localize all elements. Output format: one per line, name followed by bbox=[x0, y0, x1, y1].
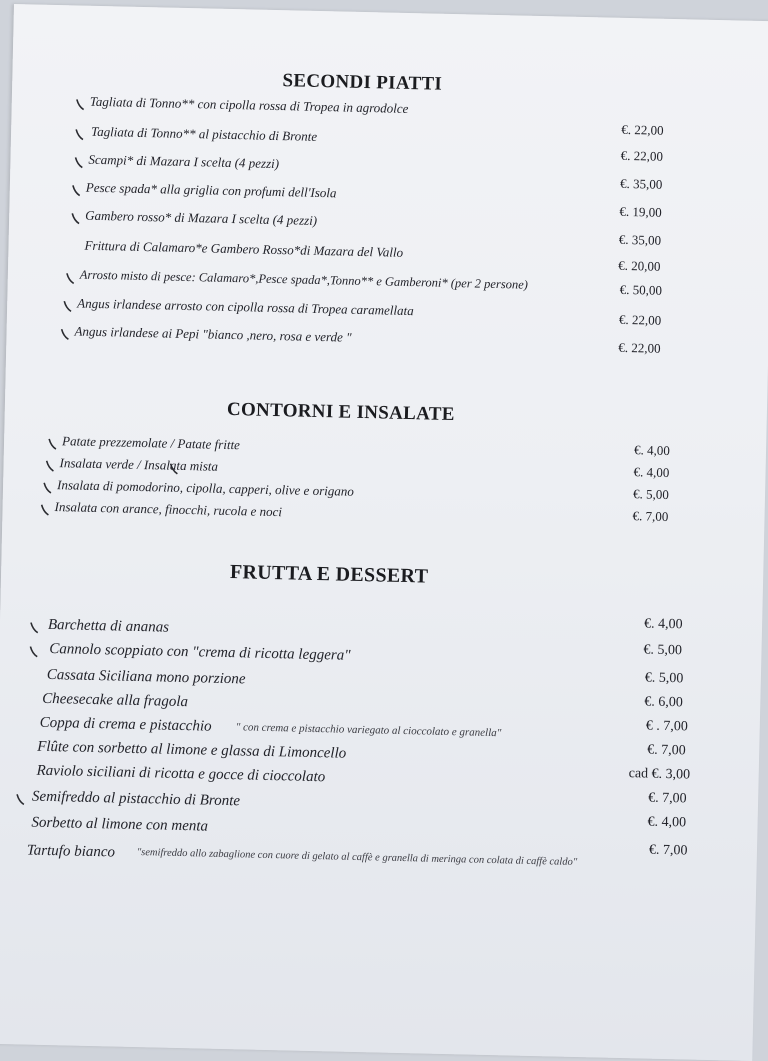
menu-item-price: €. 19,00 bbox=[619, 203, 662, 220]
menu-item-note: "semifreddo allo zabaglione con cuore di gelato al caffè e granella di meringa con colata di caffè caldo" bbox=[136, 847, 578, 868]
menu-item-price: €. 35,00 bbox=[618, 231, 662, 248]
menu-item-name: Cannolo scoppiato con "crema di ricotta leggera" bbox=[49, 640, 351, 664]
check-mark-icon bbox=[16, 790, 25, 802]
menu-item-name: Cassata Siciliana mono porzione bbox=[46, 666, 246, 688]
menu-item-price: €. 4,00 bbox=[633, 464, 670, 480]
menu-item-name: Tartufo bianco bbox=[26, 842, 116, 861]
check-mark-icon bbox=[63, 297, 72, 309]
menu-item-name: Flûte con sorbetto al limone e glassa di Limoncello bbox=[36, 738, 347, 762]
menu-item-name: Pesce spada* alla griglia con profumi dell'Isola bbox=[85, 179, 337, 201]
menu-item-price: €. 7,00 bbox=[648, 842, 688, 859]
check-mark-icon bbox=[75, 125, 84, 137]
menu-item-price: €. 6,00 bbox=[644, 694, 683, 711]
menu-item-name: Insalata con arance, finocchi, rucola e noci bbox=[54, 499, 283, 520]
menu-page bbox=[0, 4, 768, 1061]
menu-item-name: Patate prezzemolate / Patate fritte bbox=[61, 433, 241, 453]
menu-item-name: Insalata di pomodorino, cipolla, capperi, olive e origano bbox=[56, 477, 355, 499]
menu-item-name: Raviolo siciliani di ricotta e gocce di cioccolato bbox=[36, 762, 326, 786]
menu-item-name: Frittura di Calamaro*e Gambero Rosso*di Mazara del Vallo bbox=[84, 237, 404, 260]
menu-item-name: Sorbetto al limone con menta bbox=[31, 814, 209, 835]
check-mark-icon bbox=[30, 619, 39, 631]
menu-item-price: €. 20,00 bbox=[618, 257, 661, 274]
menu-item-name: Tagliata di Tonno** al pistacchio di Bronte bbox=[90, 123, 318, 144]
menu-item-price: €. 4,00 bbox=[633, 442, 670, 458]
check-mark-icon bbox=[60, 325, 69, 337]
menu-item-name: Angus irlandese ai Pepi "bianco ,nero, rosa e verde " bbox=[74, 323, 352, 345]
check-mark-icon bbox=[43, 479, 52, 491]
check-mark-icon bbox=[45, 457, 54, 469]
check-mark-icon bbox=[40, 501, 49, 513]
check-mark-icon bbox=[74, 153, 83, 165]
menu-item-price: €. 4,00 bbox=[643, 616, 683, 633]
menu-item-price: €. 22,00 bbox=[621, 121, 664, 138]
check-mark-icon bbox=[76, 95, 85, 107]
menu-item-price: €. 22,00 bbox=[618, 311, 662, 328]
menu-item-name: Insalata verde / Insalata mista bbox=[59, 455, 219, 474]
menu-item-price: €. 7,00 bbox=[647, 790, 687, 807]
menu-item-name: Gambero rosso* di Mazara I scelta (4 pezzi) bbox=[85, 207, 318, 228]
menu-item-note: " con crema e pistacchio variegato al cioccolato e granella" bbox=[235, 721, 502, 740]
menu-item-name: Barchetta di ananas bbox=[47, 616, 170, 636]
check-mark-icon bbox=[48, 435, 57, 447]
section-heading-dessert: FRUTTA E DESSERT bbox=[229, 561, 429, 588]
section-heading-contorni: CONTORNI E INSALATE bbox=[226, 398, 455, 426]
menu-item-price: €. 50,00 bbox=[619, 281, 663, 298]
check-mark-icon bbox=[72, 181, 81, 193]
check-mark-icon bbox=[66, 269, 75, 281]
menu-item-name: Cheesecake alla fragola bbox=[42, 690, 189, 711]
menu-item-name: Arrosto misto di pesce: Calamaro*,Pesce spada*,Tonno** e Gamberoni* (per 2 persone) bbox=[79, 267, 529, 292]
menu-item-name: Semifreddo al pistacchio di Bronte bbox=[31, 788, 241, 810]
check-mark-icon bbox=[71, 209, 80, 221]
menu-item-price: € . 7,00 bbox=[645, 718, 688, 735]
menu-item-name: Tagliata di Tonno** con cipolla rossa di Tropea in agrodolce bbox=[89, 93, 409, 116]
menu-item-price: cad €. 3,00 bbox=[628, 766, 691, 783]
menu-item-price: €. 7,00 bbox=[647, 742, 686, 759]
menu-item-price: €. 7,00 bbox=[632, 508, 669, 524]
menu-item-price: €. 35,00 bbox=[619, 175, 663, 192]
check-mark-icon bbox=[29, 643, 38, 655]
menu-item-name: Angus irlandese arrosto con cipolla rossa di Tropea caramellata bbox=[77, 295, 414, 319]
menu-item-price: €. 22,00 bbox=[620, 147, 664, 164]
menu-item-price: €. 5,00 bbox=[644, 670, 684, 687]
menu-item-name: Coppa di crema e pistacchio bbox=[39, 714, 212, 735]
menu-item-price: €. 22,00 bbox=[618, 339, 661, 356]
menu-item-price: €. 4,00 bbox=[647, 814, 687, 831]
section-heading-secondi: SECONDI PIATTI bbox=[282, 70, 443, 95]
menu-item-price: €. 5,00 bbox=[632, 486, 669, 502]
menu-item-price: €. 5,00 bbox=[643, 642, 683, 659]
menu-item-name: Scampi* di Mazara I scelta (4 pezzi) bbox=[88, 151, 280, 172]
